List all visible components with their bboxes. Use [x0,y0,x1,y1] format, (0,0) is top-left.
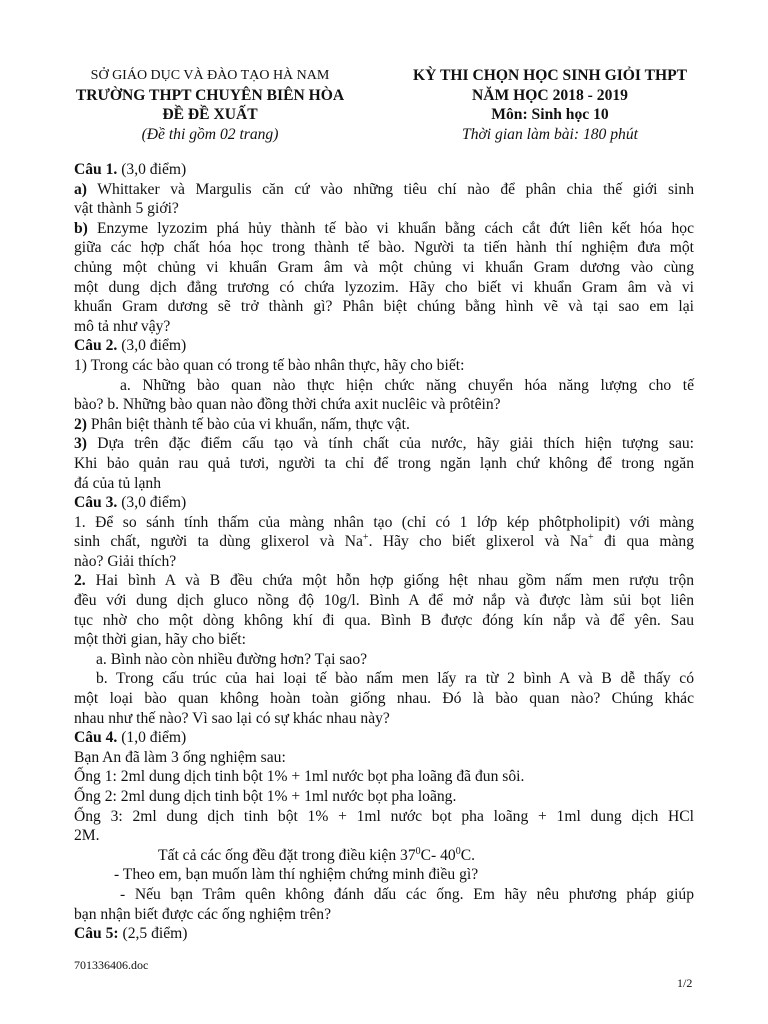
page-count-note: (Đề thi gồm 02 trang) [141,125,279,143]
question-5-heading: Câu 5: (2,5 điểm) [74,925,188,943]
header-left [40,66,380,144]
question-1b-line2: giữa các hợp chất hóa học trong thành tế bào. Người ta tiến hành thí nghiệm đưa một [74,239,694,257]
subject: Môn: Sinh học 10 [491,106,609,124]
question-4-tube-3: Ống 3: 2ml dung dịch tinh bột 1% + 1ml nước bọt pha loãng + 1ml dung dịch HCl [74,807,694,825]
footer-page-number: 1/2 [677,976,693,990]
question-4-ask-2: - Nếu bạn Trâm quên không đánh dấu các ống. Em hãy nêu phương pháp giúp [120,885,694,903]
question-4-tube-1: Ống 1: 2ml dung dịch tinh bột 1% + 1ml nước bọt pha loãng đã đun sôi. [74,768,525,786]
footer-filename: 701336406.doc [74,958,149,972]
exam-title: KỲ THI CHỌN HỌC SINH GIỎI THPT [412,67,688,84]
exam-header [0,66,768,152]
question-3-part2-line3: tục nhờ cho một dòng không khí đi qua. Bình B được đóng kín nắp và để yên. Sau [74,611,694,629]
school-year: NĂM HỌC 2018 - 2019 [472,86,628,104]
question-4-intro: Bạn An đã làm 3 ống nghiệm sau: [74,748,286,766]
question-1b-line4: một dung dịch đẳng trương có chứa lyzozim. Hãy cho biết vi khuẩn Gram âm và vi [74,278,694,296]
question-1b-line5: khuẩn Gram dương sẽ trở thành gì? Phân biệt chúng bằng hình vẽ và tại sao em lại [74,298,694,316]
question-3-part2b: b. Trong cấu trúc của hai loại tế bào nấm men lấy ra từ 2 bình A và B dễ thấy có [96,670,694,688]
question-4-heading: Câu 4. (1,0 điểm) [74,729,187,747]
school-name: TRƯỜNG THPT CHUYÊN BIÊN HÒA [75,86,345,104]
question-3-part2-line2: đều với dung dịch gluco nồng độ 10g/l. Bình A để mở nắp và được làm sủi bọt liên [74,592,694,610]
question-2-part3: 3) Dựa trên đặc điểm cấu tạo và tính chất của nước, hãy giải thích hiện tượng sau: [74,435,694,453]
question-3-part2a: a. Bình nào còn nhiều đường hơn? Tại sao? [96,650,368,668]
question-4-tube-2: Ống 2: 2ml dung dịch tinh bột 1% + 1ml nước bọt pha loãng. [74,788,457,805]
question-2-heading: Câu 2. (3,0 điểm) [74,337,187,355]
question-4-ask-2-cont: bạn nhận biết được các ống nghiệm trên? [74,905,332,923]
question-2-part2: 2) Phân biệt thành tế bào của vi khuẩn, nấm, thực vật. [74,415,410,433]
time-limit: Thời gian làm bài: 180 phút [462,125,638,143]
question-4-condition: Tất cả các ống đều đặt trong điều kiện $37^0C-$ $40^0C$. [158,845,476,864]
question-1-heading: Câu 1. (3,0 điểm) [74,161,187,178]
question-1b-line3: chủng một chủng vi khuẩn Gram âm và một chủng vi khuẩn Gram dương vào cùng [74,258,694,276]
header-right [380,66,720,144]
question-2-part1b: bào? b. Những bào quan nào đồng thời chứa axit nuclêic và prôtêin? [74,396,501,414]
question-2-part3-line2: Khi bảo quản rau quả tươi, người ta chỉ để trong ngăn lạnh chứ không để trong ngăn [74,454,694,472]
department-name: SỞ GIÁO DỤC VÀ ĐÀO TẠO HÀ NAM [90,68,330,83]
question-3-part2b-line2: một loại bào quan không hoàn toàn giống nhau. Đó là bào quan nào? Chúng khác [74,690,694,708]
exam-body [74,160,694,944]
question-2-part1a: a. Những bào quan nào thực hiện chức năng chuyển hóa năng lượng cho tế [120,376,694,394]
question-3-part2-line4: một thời gian, hãy cho biết: [74,631,246,649]
question-3-heading: Câu 3. (3,0 điểm) [74,494,187,512]
question-2-part3-line3: đá của tủ lạnh [74,474,162,492]
question-1b-line6: mô tả như vậy? [74,317,171,335]
question-4-ask-1: - Theo em, bạn muốn làm thí nghiệm chứng minh điều gì? [114,866,479,884]
question-3-part1: 1. Để so sánh tính thấm của màng nhân tạo (chỉ có 1 lớp kép phôtpholipit) với màng [74,513,694,531]
question-1a: a) Whittaker và Margulis căn cứ vào những tiêu chí nào để phân chia thế giới sinh [74,180,694,198]
question-1a-cont: vật thành 5 giới? [74,200,179,218]
question-1b: b) Enzyme lyzozim phá hủy thành tế bào vi khuẩn bằng cách cắt đứt liên kết hóa học [74,219,694,237]
question-3-part2: 2. Hai bình A và B đều chứa một hỗn hợp giống hệt nhau gồm nấm men rượu trộn [74,572,694,590]
question-3-part1-line3: nào? Giải thích? [74,552,177,570]
question-3-part1-line2: sinh chất, người ta dùng glixerol và Na+. Hãy cho biết glixerol và Na+ đi qua màng [74,532,695,551]
question-4-tube-3-cont: 2M. [74,827,100,845]
question-3-part2b-line3: nhau như thế nào? Vì sao lại có sự khác nhau này? [74,709,390,727]
exam-type: ĐỀ ĐỀ XUẤT [162,106,258,124]
question-2-part1: 1) Trong các bào quan có trong tế bào nhân thực, hãy cho biết: [74,356,465,374]
